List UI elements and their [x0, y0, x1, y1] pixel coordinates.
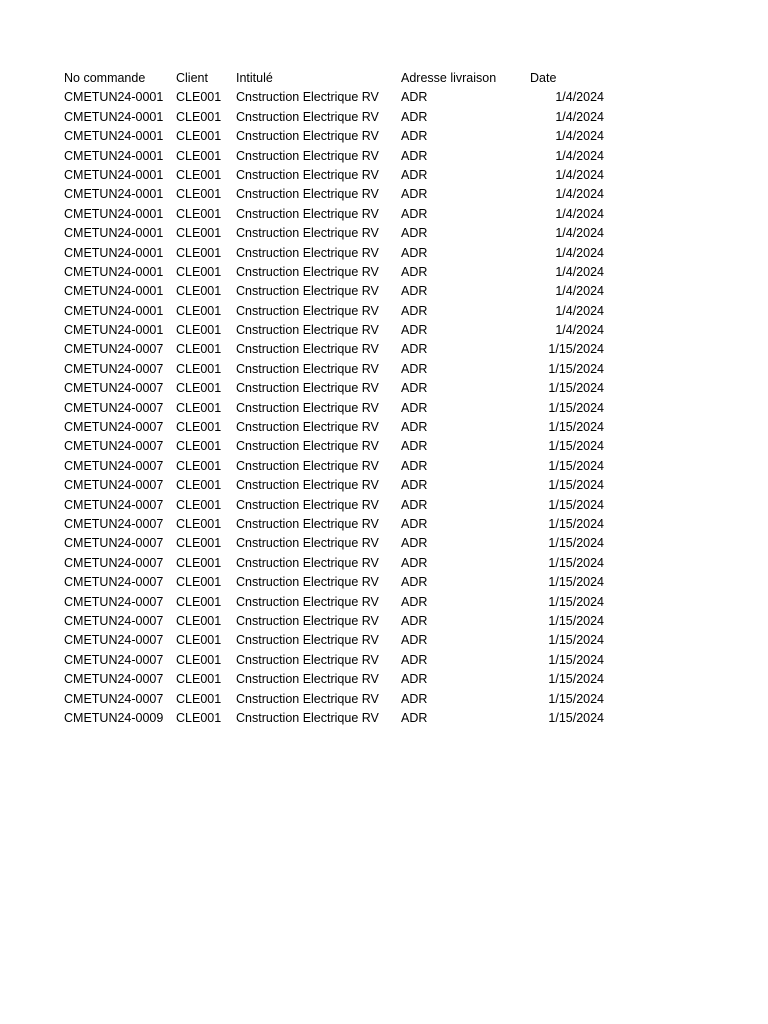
- delivery-address-cell: ADR: [401, 420, 428, 435]
- client-cell: CLE001: [176, 439, 222, 454]
- delivery-address-cell: ADR: [401, 206, 428, 221]
- client-cell: CLE001: [176, 458, 222, 473]
- date-cell: 1/4/2024: [555, 148, 604, 163]
- delivery-address-cell: ADR: [401, 478, 428, 493]
- table-row: [64, 147, 624, 166]
- date-cell: 1/4/2024: [555, 226, 604, 241]
- table-row: [64, 534, 624, 553]
- date-cell: 1/15/2024: [548, 633, 604, 648]
- table-row: [64, 166, 624, 185]
- order-number-cell: CMETUN24-0001: [64, 109, 164, 124]
- client-cell: CLE001: [176, 187, 222, 202]
- order-number-cell: CMETUN24-0007: [64, 575, 164, 590]
- order-number-cell: CMETUN24-0007: [64, 342, 164, 357]
- table-row: [64, 670, 624, 689]
- title-cell: Cnstruction Electrique RV: [236, 613, 379, 628]
- date-cell: 1/15/2024: [548, 555, 604, 570]
- title-cell: Cnstruction Electrique RV: [236, 303, 379, 318]
- client-cell: CLE001: [176, 245, 222, 260]
- delivery-address-cell: ADR: [401, 536, 428, 551]
- delivery-address-cell: ADR: [401, 652, 428, 667]
- delivery-address-cell: ADR: [401, 555, 428, 570]
- title-cell: Cnstruction Electrique RV: [236, 420, 379, 435]
- date-cell: 1/4/2024: [555, 109, 604, 124]
- order-number-cell: CMETUN24-0007: [64, 516, 164, 531]
- client-cell: CLE001: [176, 478, 222, 493]
- date-cell: 1/4/2024: [555, 129, 604, 144]
- client-cell: CLE001: [176, 613, 222, 628]
- title-cell: Cnstruction Electrique RV: [236, 381, 379, 396]
- table-row: [64, 282, 624, 301]
- order-number-cell: CMETUN24-0009: [64, 710, 164, 725]
- title-cell: Cnstruction Electrique RV: [236, 361, 379, 376]
- date-cell: 1/4/2024: [555, 264, 604, 279]
- delivery-address-cell: ADR: [401, 613, 428, 628]
- order-number-cell: CMETUN24-0007: [64, 458, 164, 473]
- title-cell: Cnstruction Electrique RV: [236, 536, 379, 551]
- client-cell: CLE001: [176, 710, 222, 725]
- table-row: [64, 651, 624, 670]
- delivery-address-cell: ADR: [401, 226, 428, 241]
- header-title: Intitulé: [236, 71, 273, 85]
- title-cell: Cnstruction Electrique RV: [236, 90, 379, 105]
- client-cell: CLE001: [176, 284, 222, 299]
- order-number-cell: CMETUN24-0007: [64, 497, 164, 512]
- table-row: [64, 612, 624, 631]
- table-row: [64, 224, 624, 243]
- title-cell: Cnstruction Electrique RV: [236, 226, 379, 241]
- client-cell: CLE001: [176, 691, 222, 706]
- title-cell: Cnstruction Electrique RV: [236, 575, 379, 590]
- date-cell: 1/15/2024: [548, 516, 604, 531]
- date-cell: 1/15/2024: [548, 342, 604, 357]
- delivery-address-cell: ADR: [401, 245, 428, 260]
- client-cell: CLE001: [176, 323, 222, 338]
- client-cell: CLE001: [176, 129, 222, 144]
- table-row: [64, 263, 624, 282]
- table-row: [64, 108, 624, 127]
- delivery-address-cell: ADR: [401, 264, 428, 279]
- delivery-address-cell: ADR: [401, 691, 428, 706]
- table-row: [64, 340, 624, 359]
- client-cell: CLE001: [176, 400, 222, 415]
- table-row: [64, 185, 624, 204]
- table-row: [64, 360, 624, 379]
- client-cell: CLE001: [176, 264, 222, 279]
- title-cell: Cnstruction Electrique RV: [236, 323, 379, 338]
- table-row: [64, 418, 624, 437]
- order-number-cell: CMETUN24-0007: [64, 633, 164, 648]
- delivery-address-cell: ADR: [401, 400, 428, 415]
- date-cell: 1/15/2024: [548, 420, 604, 435]
- date-cell: 1/4/2024: [555, 284, 604, 299]
- table-row: [64, 554, 624, 573]
- header-order-number: No commande: [64, 71, 146, 85]
- client-cell: CLE001: [176, 516, 222, 531]
- delivery-address-cell: ADR: [401, 148, 428, 163]
- title-cell: Cnstruction Electrique RV: [236, 672, 379, 687]
- date-cell: 1/4/2024: [555, 187, 604, 202]
- title-cell: Cnstruction Electrique RV: [236, 439, 379, 454]
- title-cell: Cnstruction Electrique RV: [236, 652, 379, 667]
- title-cell: Cnstruction Electrique RV: [236, 400, 379, 415]
- order-number-cell: CMETUN24-0007: [64, 594, 164, 609]
- title-cell: Cnstruction Electrique RV: [236, 109, 379, 124]
- date-cell: 1/15/2024: [548, 710, 604, 725]
- client-cell: CLE001: [176, 633, 222, 648]
- delivery-address-cell: ADR: [401, 342, 428, 357]
- title-cell: Cnstruction Electrique RV: [236, 245, 379, 260]
- header-row: [64, 69, 624, 88]
- order-number-cell: CMETUN24-0007: [64, 478, 164, 493]
- order-number-cell: CMETUN24-0007: [64, 555, 164, 570]
- order-number-cell: CMETUN24-0001: [64, 129, 164, 144]
- order-number-cell: CMETUN24-0001: [64, 303, 164, 318]
- date-cell: 1/4/2024: [555, 303, 604, 318]
- title-cell: Cnstruction Electrique RV: [236, 129, 379, 144]
- order-number-cell: CMETUN24-0007: [64, 439, 164, 454]
- table-row: [64, 457, 624, 476]
- client-cell: CLE001: [176, 361, 222, 376]
- client-cell: CLE001: [176, 167, 222, 182]
- table-row: [64, 709, 624, 728]
- order-number-cell: CMETUN24-0001: [64, 245, 164, 260]
- date-cell: 1/15/2024: [548, 400, 604, 415]
- client-cell: CLE001: [176, 381, 222, 396]
- date-cell: 1/4/2024: [555, 167, 604, 182]
- delivery-address-cell: ADR: [401, 633, 428, 648]
- date-cell: 1/4/2024: [555, 206, 604, 221]
- delivery-address-cell: ADR: [401, 284, 428, 299]
- client-cell: CLE001: [176, 672, 222, 687]
- date-cell: 1/15/2024: [548, 458, 604, 473]
- client-cell: CLE001: [176, 303, 222, 318]
- order-number-cell: CMETUN24-0001: [64, 90, 164, 105]
- order-number-cell: CMETUN24-0001: [64, 187, 164, 202]
- delivery-address-cell: ADR: [401, 672, 428, 687]
- delivery-address-cell: ADR: [401, 361, 428, 376]
- title-cell: Cnstruction Electrique RV: [236, 458, 379, 473]
- client-cell: CLE001: [176, 497, 222, 512]
- client-cell: CLE001: [176, 536, 222, 551]
- date-cell: 1/15/2024: [548, 691, 604, 706]
- delivery-address-cell: ADR: [401, 594, 428, 609]
- order-number-cell: CMETUN24-0007: [64, 652, 164, 667]
- table-row: [64, 205, 624, 224]
- title-cell: Cnstruction Electrique RV: [236, 187, 379, 202]
- client-cell: CLE001: [176, 342, 222, 357]
- client-cell: CLE001: [176, 575, 222, 590]
- table-row: [64, 321, 624, 340]
- client-cell: CLE001: [176, 555, 222, 570]
- title-cell: Cnstruction Electrique RV: [236, 497, 379, 512]
- order-number-cell: CMETUN24-0007: [64, 613, 164, 628]
- table-row: [64, 690, 624, 709]
- order-number-cell: CMETUN24-0007: [64, 536, 164, 551]
- client-cell: CLE001: [176, 594, 222, 609]
- order-number-cell: CMETUN24-0001: [64, 323, 164, 338]
- table-row: [64, 496, 624, 515]
- delivery-address-cell: ADR: [401, 109, 428, 124]
- delivery-address-cell: ADR: [401, 323, 428, 338]
- header-delivery-address: Adresse livraison: [401, 71, 497, 85]
- title-cell: Cnstruction Electrique RV: [236, 206, 379, 221]
- delivery-address-cell: ADR: [401, 303, 428, 318]
- client-cell: CLE001: [176, 420, 222, 435]
- delivery-address-cell: ADR: [401, 129, 428, 144]
- order-number-cell: CMETUN24-0001: [64, 206, 164, 221]
- title-cell: Cnstruction Electrique RV: [236, 594, 379, 609]
- client-cell: CLE001: [176, 652, 222, 667]
- date-cell: 1/15/2024: [548, 381, 604, 396]
- order-number-cell: CMETUN24-0001: [64, 284, 164, 299]
- table-row: [64, 593, 624, 612]
- order-number-cell: CMETUN24-0007: [64, 400, 164, 415]
- order-number-cell: CMETUN24-0007: [64, 420, 164, 435]
- table-row: [64, 379, 624, 398]
- order-number-cell: CMETUN24-0001: [64, 264, 164, 279]
- order-number-cell: CMETUN24-0001: [64, 148, 164, 163]
- date-cell: 1/15/2024: [548, 497, 604, 512]
- date-cell: 1/15/2024: [548, 439, 604, 454]
- delivery-address-cell: ADR: [401, 90, 428, 105]
- date-cell: 1/15/2024: [548, 361, 604, 376]
- table-row: [64, 573, 624, 592]
- order-number-cell: CMETUN24-0001: [64, 226, 164, 241]
- date-cell: 1/15/2024: [548, 672, 604, 687]
- title-cell: Cnstruction Electrique RV: [236, 691, 379, 706]
- delivery-address-cell: ADR: [401, 381, 428, 396]
- title-cell: Cnstruction Electrique RV: [236, 555, 379, 570]
- date-cell: 1/4/2024: [555, 323, 604, 338]
- table-row: [64, 127, 624, 146]
- order-number-cell: CMETUN24-0001: [64, 167, 164, 182]
- client-cell: CLE001: [176, 206, 222, 221]
- date-cell: 1/15/2024: [548, 575, 604, 590]
- table-row: [64, 631, 624, 650]
- delivery-address-cell: ADR: [401, 575, 428, 590]
- order-number-cell: CMETUN24-0007: [64, 381, 164, 396]
- date-cell: 1/4/2024: [555, 90, 604, 105]
- date-cell: 1/4/2024: [555, 245, 604, 260]
- table-row: [64, 476, 624, 495]
- table-row: [64, 88, 624, 107]
- title-cell: Cnstruction Electrique RV: [236, 284, 379, 299]
- delivery-address-cell: ADR: [401, 710, 428, 725]
- date-cell: 1/15/2024: [548, 536, 604, 551]
- delivery-address-cell: ADR: [401, 458, 428, 473]
- title-cell: Cnstruction Electrique RV: [236, 478, 379, 493]
- client-cell: CLE001: [176, 226, 222, 241]
- title-cell: Cnstruction Electrique RV: [236, 633, 379, 648]
- delivery-address-cell: ADR: [401, 187, 428, 202]
- order-sheet: [64, 69, 624, 728]
- title-cell: Cnstruction Electrique RV: [236, 167, 379, 182]
- date-cell: 1/15/2024: [548, 613, 604, 628]
- client-cell: CLE001: [176, 148, 222, 163]
- date-cell: 1/15/2024: [548, 652, 604, 667]
- order-number-cell: CMETUN24-0007: [64, 672, 164, 687]
- table-row: [64, 244, 624, 263]
- delivery-address-cell: ADR: [401, 497, 428, 512]
- data-rows: [64, 88, 624, 728]
- order-number-cell: CMETUN24-0007: [64, 691, 164, 706]
- date-cell: 1/15/2024: [548, 478, 604, 493]
- header-client: Client: [176, 71, 208, 85]
- title-cell: Cnstruction Electrique RV: [236, 148, 379, 163]
- client-cell: CLE001: [176, 109, 222, 124]
- table-row: [64, 515, 624, 534]
- date-cell: 1/15/2024: [548, 594, 604, 609]
- title-cell: Cnstruction Electrique RV: [236, 516, 379, 531]
- header-date: Date: [530, 71, 557, 85]
- delivery-address-cell: ADR: [401, 516, 428, 531]
- client-cell: CLE001: [176, 90, 222, 105]
- order-number-cell: CMETUN24-0007: [64, 361, 164, 376]
- title-cell: Cnstruction Electrique RV: [236, 710, 379, 725]
- table-row: [64, 399, 624, 418]
- title-cell: Cnstruction Electrique RV: [236, 264, 379, 279]
- delivery-address-cell: ADR: [401, 167, 428, 182]
- title-cell: Cnstruction Electrique RV: [236, 342, 379, 357]
- delivery-address-cell: ADR: [401, 439, 428, 454]
- table-row: [64, 437, 624, 456]
- table-row: [64, 302, 624, 321]
